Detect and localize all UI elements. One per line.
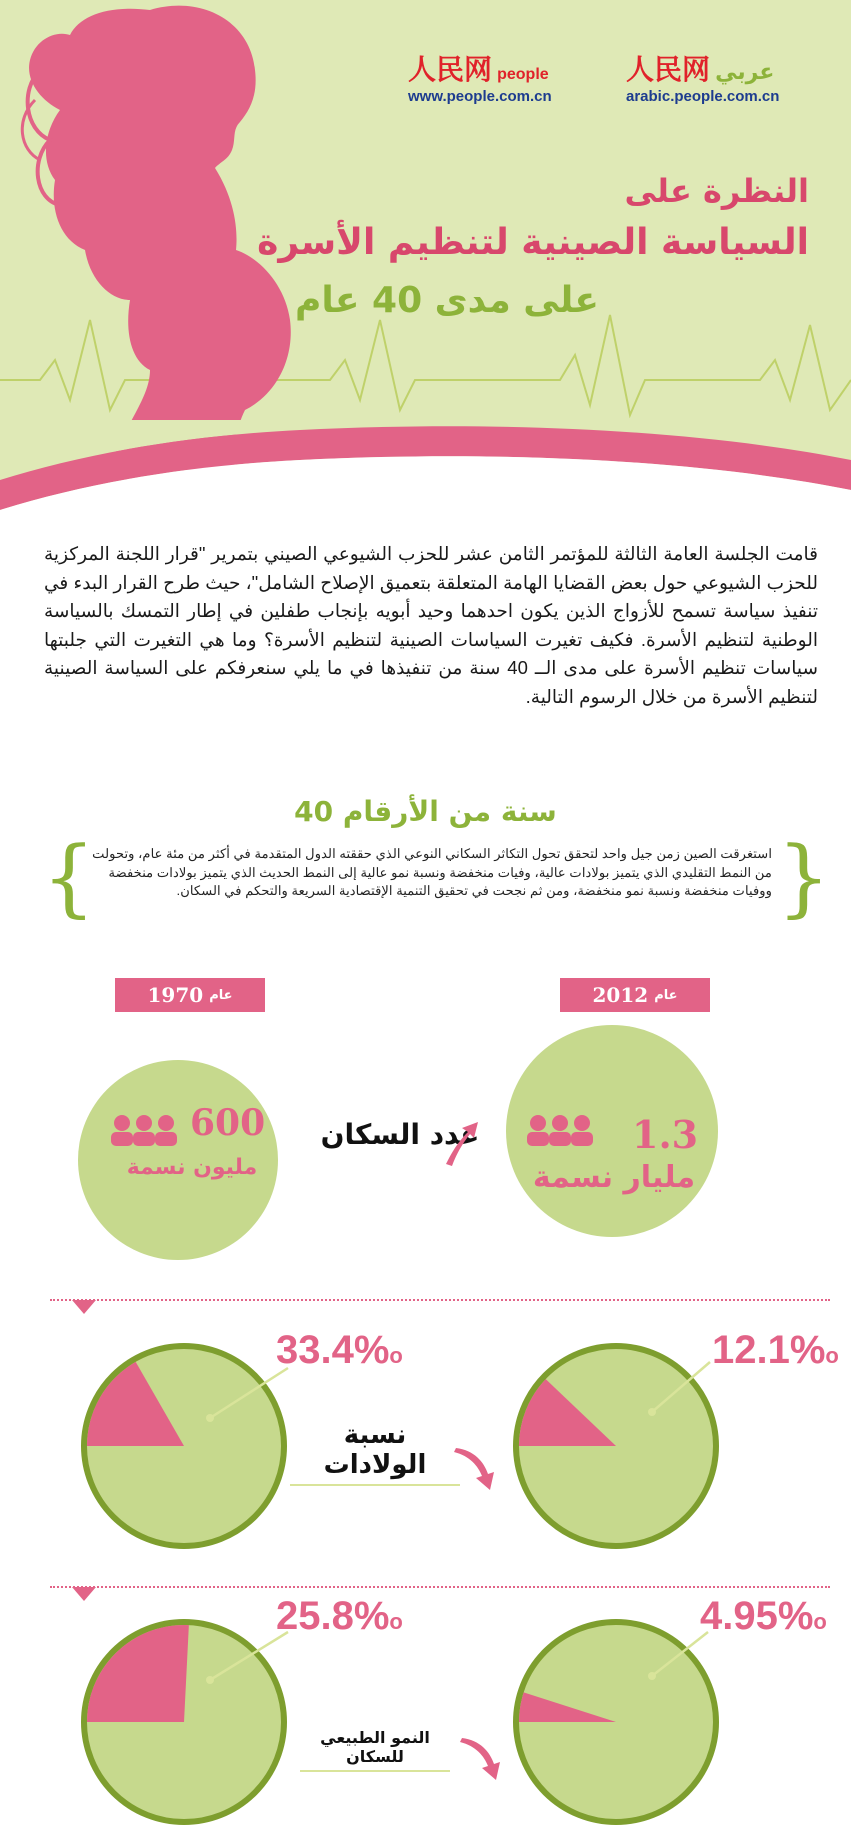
per-mille-suffix: o <box>389 1609 403 1634</box>
arabic-logo-url: arabic.people.com.cn <box>626 88 780 105</box>
leader-line <box>210 1368 288 1418</box>
leader-dot <box>206 1676 214 1684</box>
natural-growth-2012-value <box>700 1594 827 1639</box>
leader-line <box>210 1632 288 1680</box>
population-1970-unit: مليون نسمة <box>126 1155 258 1180</box>
arabic-people-logo[interactable] <box>626 48 836 105</box>
population-2012-value: 1.3 <box>632 1112 699 1157</box>
population-1970-value: 600 <box>190 1102 266 1144</box>
intro-paragraph: قامت الجلسة العامة الثالثة للمؤتمر الثامن عشر للحزب الشيوعي الصيني بتمرير "قرار اللجنة المركزية للحزب الشيوعي حول بعض القضايا الهامة المتعلقة بتعميق الإصلاح الشامل"، حيث طرح القرار البدء في تنفيذ سياسة تسمح للأزواج الذين يكون احدهما وحيد أبويه بإنجاب طفلين في إطار التمسك بالسياسة الوطنية لتنظيم الأسرة. فكيف تغيرت السياسات الصينية لتنظيم الأسرة؟ وما هي التغيرت التي جلبتها سياسات تنظيم الأسرة على مدى الــ 40 سنة من تنفيذها في ما يلي سنعرفكم على السياسة الصينية لتنظيم الأسرة من خلال الرسوم التالية. <box>44 543 819 707</box>
arabic-logo-text: 人民网 <box>626 53 711 86</box>
population-label: عدد السكان <box>320 1118 480 1151</box>
leader-dot <box>206 1414 214 1422</box>
title-line-3: على مدى 40 عام <box>295 280 599 321</box>
left-brace-icon: { <box>42 828 96 926</box>
curved-arrow-icon <box>452 1448 496 1492</box>
birth-rate-1970-value <box>276 1328 403 1373</box>
leader-line <box>652 1362 710 1412</box>
numbers-paragraph: استغرقت الصين زمن جيل واحد لتحقق تحول التكاثر السكاني النوعي الذي حققته الدول المتقدمة في أكثر من مئة عام، وتحولت من النمط التقليدي الذي يتميز بولادات عالية، وفيات منخفضة ونسبة نمو عالية إلى النمط الحديث الذي يتميز بولادات منخفضة ووفيات منخفضة ونسبة نمو منخفضة، ومن ثم نجحت في تحقيق التنمية الإقتصادية السريعة والتحكم في السكان. <box>92 846 772 898</box>
value-text: 25.8% <box>276 1594 390 1638</box>
right-brace-icon: } <box>777 828 831 926</box>
birth-rate-2012-value <box>712 1328 839 1373</box>
people-logo-text: 人民网 <box>408 53 493 86</box>
curved-arrow-icon <box>458 1738 502 1782</box>
numbers-section-title: 40 سنة من الأرقام <box>294 795 557 828</box>
arabic-logo-word: عربي <box>715 60 775 85</box>
population-2012-unit: مليار نسمة <box>532 1160 696 1195</box>
people-logo[interactable] <box>408 48 608 105</box>
people-logo-url: www.people.com.cn <box>408 88 552 105</box>
natural-growth-1970-value <box>276 1594 403 1639</box>
curved-arrow-icon <box>440 1118 480 1168</box>
year-value: 2012 <box>592 983 649 1007</box>
people-group-icon <box>524 1112 596 1146</box>
divider-triangle-icon <box>72 1587 96 1601</box>
natural-growth-label: النمو الطبيعي للسكان <box>300 1728 450 1772</box>
people-logo-word: people <box>497 66 549 83</box>
year-value: 1970 <box>147 983 204 1007</box>
value-text: 12.1% <box>712 1328 826 1372</box>
leader-dot <box>648 1408 656 1416</box>
birth-rate-label: نسبة الولادات <box>290 1420 460 1486</box>
header-bottom-wave <box>0 420 851 560</box>
section-divider <box>50 1586 830 1588</box>
per-mille-suffix: o <box>813 1609 827 1634</box>
year-label: عام <box>209 987 233 1003</box>
per-mille-suffix: o <box>389 1343 403 1368</box>
year-tag-1970 <box>115 978 265 1012</box>
value-text: 4.95% <box>700 1594 814 1638</box>
year-label: عام <box>654 987 678 1003</box>
title-line-2: السياسة الصينية لتنظيم الأسرة <box>257 222 809 263</box>
title-line-1: النظرة على <box>624 172 809 210</box>
leader-dot <box>648 1672 656 1680</box>
year-tag-2012 <box>560 978 710 1012</box>
per-mille-suffix: o <box>825 1343 839 1368</box>
people-group-icon <box>108 1112 180 1146</box>
value-text: 33.4% <box>276 1328 390 1372</box>
